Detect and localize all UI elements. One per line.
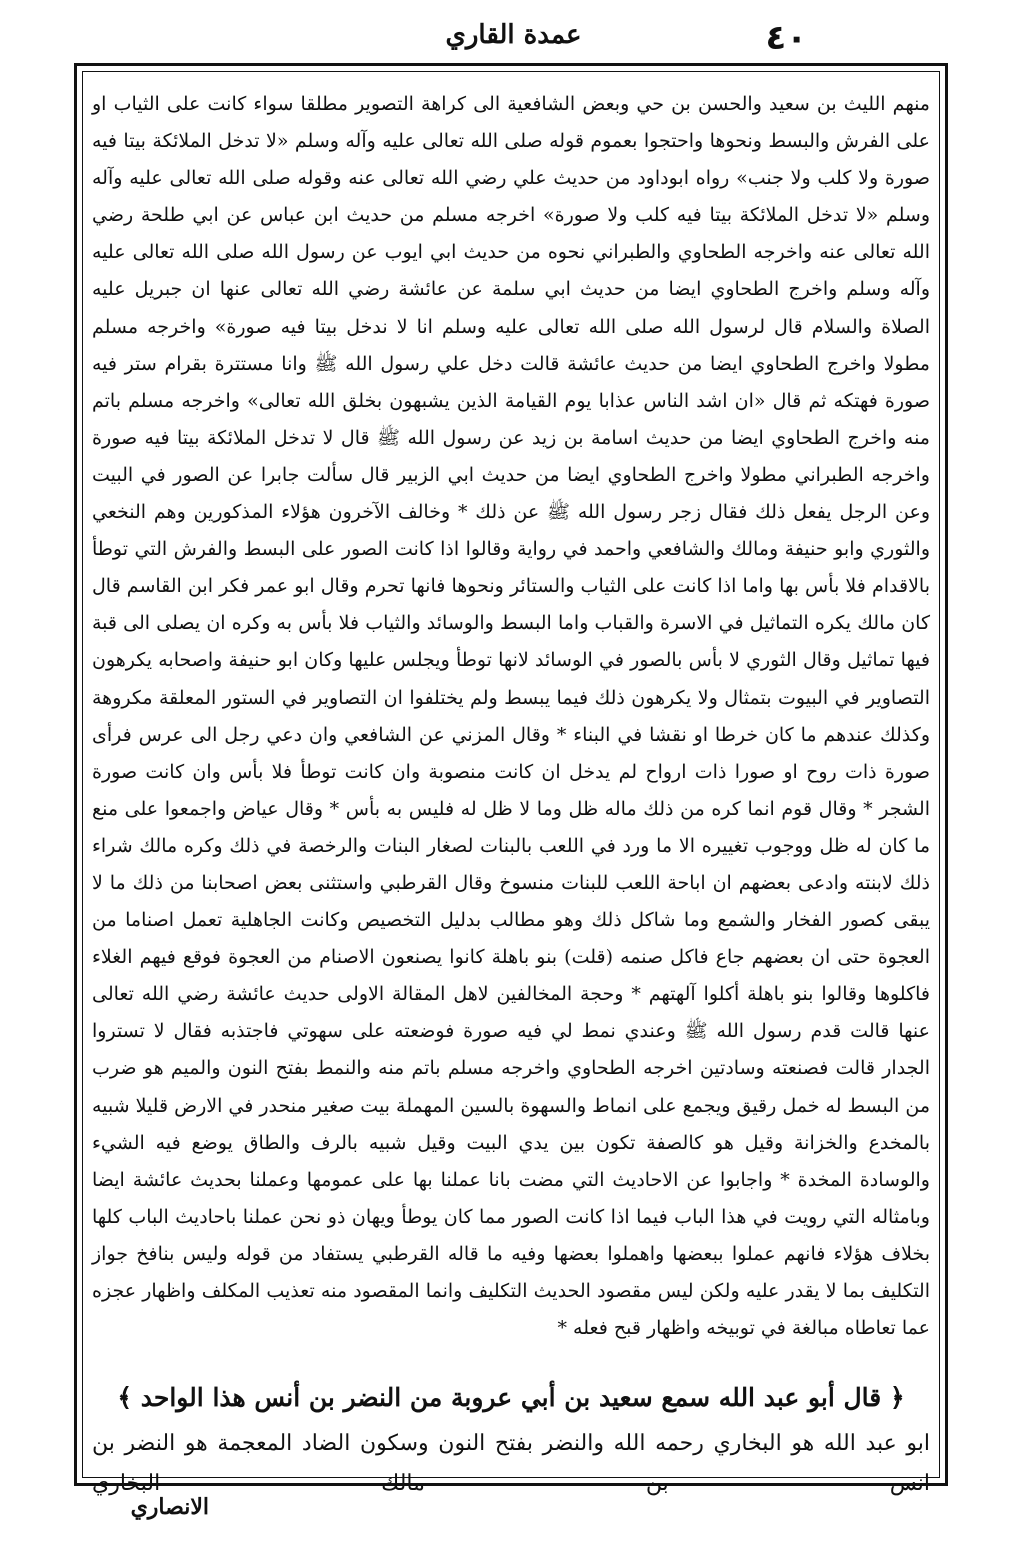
page-header <box>70 18 957 60</box>
paragraph: منهم الليث بن سعيد والحسن بن حي وبعض الشافعية الى كراهة التصوير مطلقا سواء كانت على الثياب او على الفرش والبسط ونحوها واحتجوا بعموم قوله صلى الله تعالى عليه وآله وسلم «لا تدخل الملائكة بيتا فيه صورة ولا كلب ولا جنب» رواه ابوداود من حديث علي رضي الله تعالى عنه وقوله صلى الله تعالى عليه وآله وسلم «لا تدخل الملائكة بيتا فيه كلب ولا صورة» اخرجه مسلم من حديث ابن عباس عن ابي طلحة رضي الله تعالى عنه واخرجه الطحاوي والطبراني نحوه من حديث ابي ايوب عن رسول الله صلى الله تعالى عليه وآله وسلم واخرج الطحاوي ايضا من حديث ابي سلمة عن عائشة رضي الله تعالى عنها ان جبريل عليه الصلاة والسلام قال لرسول الله صلى الله تعالى عليه وسلم انا لا ندخل بيتا فيه صورة» واخرجه مسلم مطولا واخرج الطحاوي ايضا من حديث عائشة قالت دخل علي رسول الله ﷺ وانا مستترة بقرام ستر فيه صورة فهتكه ثم قال «ان اشد الناس عذابا يوم القيامة الذين يشبهون بخلق الله تعالى» واخرجه مسلم باتم منه واخرج الطحاوي ايضا من حديث اسامة بن زيد عن رسول الله ﷺ قال لا تدخل الملائكة بيتا فيه صورة واخرجه الطبراني مطولا واخرج الطحاوي ايضا من حديث ابي الزبير قال سألت جابرا عن الصور في البيت وعن الرجل يفعل ذلك فقال زجر رسول الله ﷺ عن ذلك * وخالف الآخرون هؤلاء المذكورين وهم النخعي والثوري وابو حنيفة ومالك والشافعي واحمد في رواية وقالوا اذا كانت الصور على البسط والفرش التي توطأ بالاقدام فلا بأس بها واما اذا كانت على الثياب والستائر ونحوها فانها تحرم وقال ابو عمر فكر ابن القاسم قال كان مالك يكره التماثيل في الاسرة والقباب واما البسط والوسائد والثياب فلا بأس به وكره ان يصلى الى قبة فيها تماثيل وقال الثوري لا بأس بالصور في الوسائد لانها توطأ ويجلس عليها وكان ابو حنيفة واصحابه يكرهون التصاوير في البيوت بتمثال ولا يكرهون ذلك فيما يبسط ولم يختلفوا ان التصاوير في الستور المعلقة مكروهة وكذلك عندهم ما كان خرطا او نقشا في البناء * وقال المزني عن الشافعي وان دعي رجل الى عرس فرأى صورة ذات روح او صورا ذات ارواح لم يدخل ان كانت منصوبة وان كانت توطأ فلا بأس وان كانت صورة الشجر * وقال قوم انما كره من ذلك ماله ظل وما لا ظل له فليس به بأس * وقال عياض واجمعوا على منع ما كان له ظل ووجوب تغييره الا ما ورد في اللعب بالبنات لصغار البنات والرخصة في ذلك وكره مالك شراء ذلك لابنته وادعى بعضهم ان اباحة اللعب للبنات منسوخ وقال القرطبي واستثنى بعض اصحابنا من ذلك ما لا يبقى كصور الفخار والشمع وما شاكل ذلك وهو مطالب بدليل التخصيص وكانت الجاهلية تعمل اصناما من العجوة حتى ان بعضهم جاع فاكل صنمه (قلت) بنو باهلة كانوا يصنعون الاصنام من العجوة فوقع فيهم الغلاء فاكلوها وقالوا بنو باهلة أكلوا آلهتهم * وحجة المخالفين لاهل المقالة الاولى حديث عائشة رضي الله تعالى عنها قالت قدم رسول الله ﷺ وعندي نمط لي فيه صورة فوضعته على سهوتي فاجتذبه فقال لا تستروا الجدار قالت فصنعته وسادتين اخرجه الطحاوي واخرجه مسلم باتم منه والنمط بفتح النون والميم هو ضرب من البسط له خمل رقيق ويجمع على انماط والسهوة بالسين المهملة بيت صغير منحدر في الارض قليلا شبيه بالمخدع والخزانة وقيل هو كالصفة تكون بين يدي البيت وقيل شبيه بالرف والطاق يوضع فيه الشيء والوسادة المخدة * واجابوا عن الاحاديث التي مضت بانا عملنا بها على عمومها وعملنا بحديث عائشة ايضا وبامثاله التي رويت في هذا الباب فيما اذا كانت الصور مما كان يوطأ ويهان ذو نحن عملنا باحاديث الباب كلها بخلاف هؤلاء فانهم عملوا ببعضها واهملوا بعضها وفيه ما قاله القرطبي يستفاد من قوله وليس بنافخ جواز التكليف بما لا يقدر عليه ولكن ليس مقصود الحديث التكليف وانما المقصود منه تعذيب المكلف واظهار عجزه عما تعاطاه مبالغة في توبيخه واظهار قبح فعله * <box>92 93 930 1340</box>
main-text <box>92 86 930 1347</box>
chapter-heading: ﴿ قال أبو عبد الله سمع سعيد بن أبي عروبة من النضر بن أنس هذا الواحد ﴾ <box>117 1383 905 1412</box>
page-number: ٤٠ <box>765 18 807 58</box>
catchword: الانصاري <box>130 1494 209 1520</box>
running-title: عمدة القاري <box>445 20 582 50</box>
commentary-text: ابو عبد الله هو البخاري رحمه الله والنضر بفتح النون وسكون الضاد المعجمة هو النضر بن انس بن مالك البخاري <box>92 1431 930 1496</box>
